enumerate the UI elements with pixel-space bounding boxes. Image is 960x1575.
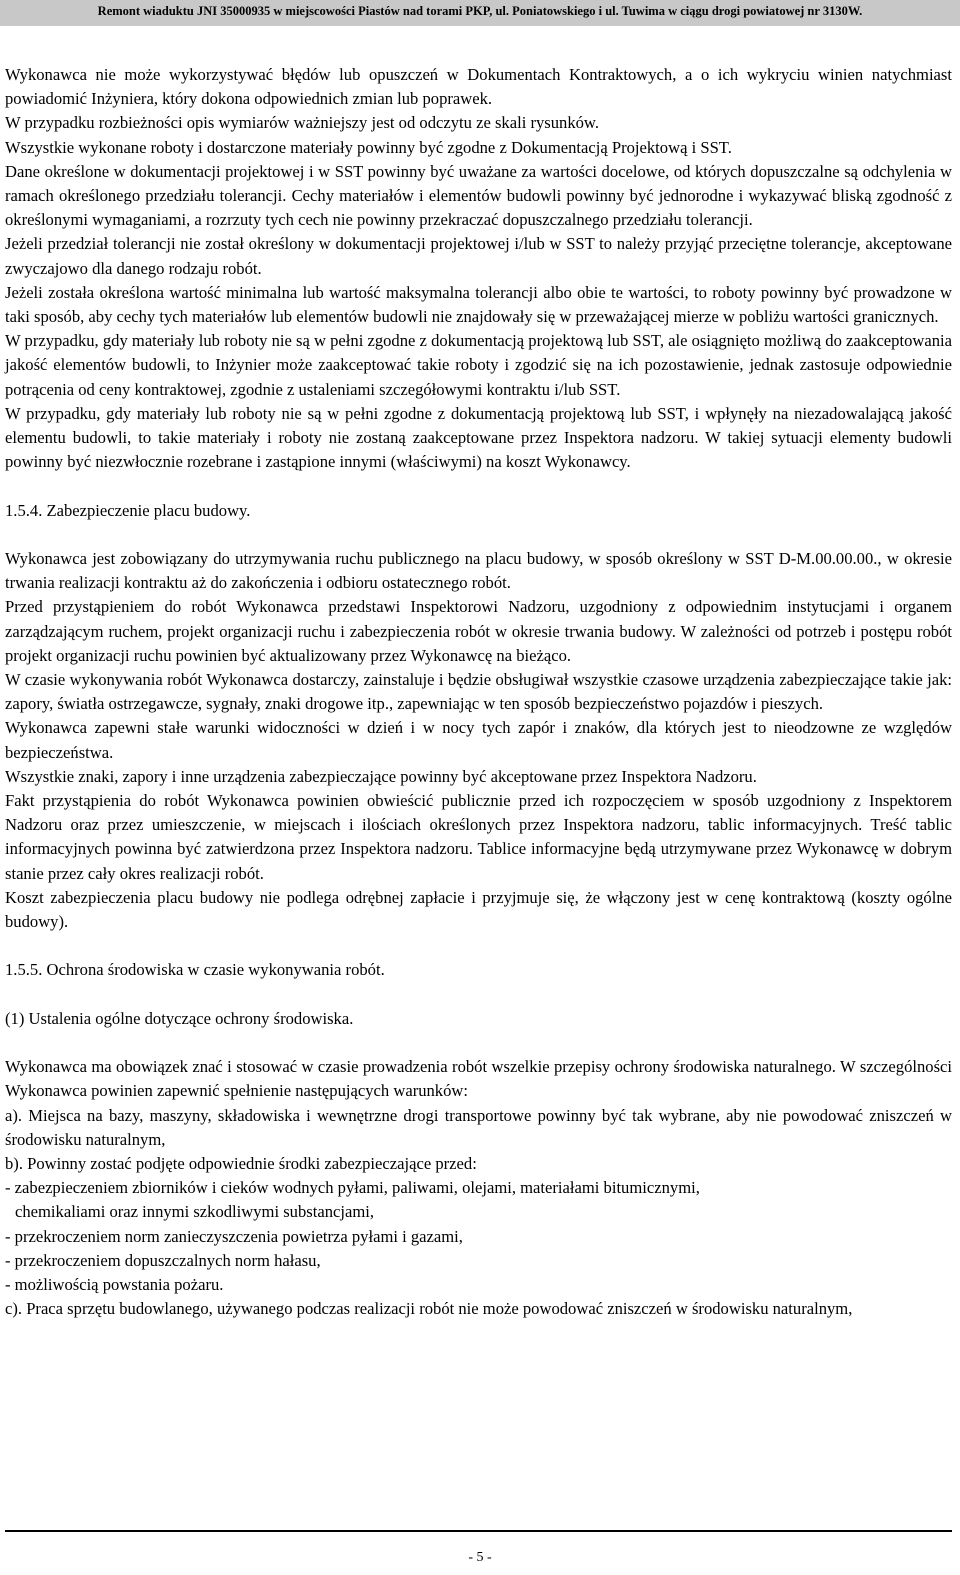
paragraph: Wykonawca jest zobowiązany do utrzymywania ruchu publicznego na placu budowy, w sposób określony w SST D-M.00.00.00., w okresie trwania realizacji kontraktu aż do zakończenia i odbioru ostatecznego robót. — [5, 549, 952, 593]
section-heading-1-5-4: 1.5.4. Zabezpieczenie placu budowy. — [5, 500, 251, 520]
list-item-b: b). Powinny zostać podjęte odpowiednie środki zabezpieczające przed: — [5, 1154, 477, 1174]
subsection-heading: (1) Ustalenia ogólne dotyczące ochrony środowiska. — [5, 1008, 354, 1028]
paragraph: Wykonawca nie może wykorzystywać błędów lub opuszczeń w Dokumentach Kontraktowych, a o ich wykryciu winien natychmiast powiadomić Inżyniera, który dokona odpowiednich zmian lub poprawek. — [5, 65, 952, 109]
paragraph: Jeżeli została określona wartość minimalna lub wartość maksymalna tolerancji albo obie te wartości, to roboty powinny być prowadzone w taki sposób, aby cechy tych materiałów lub elementów budowli nie znajdowały się w przeważającej mierze w pobliżu wartości granicznych. — [5, 282, 952, 327]
list-item: - zabezpieczeniem zbiorników i cieków wodnych pyłami, paliwami, olejami, materiałami bitumicznymi, — [5, 1178, 700, 1198]
paragraph: W czasie wykonywania robót Wykonawca dostarczy, zainstaluje i będzie obsługiwał wszystkie czasowe urządzenia zabezpieczające takie jak: zapory, światła ostrzegawcze, sygnały, znaki drogowe itp., zapewniając w ten sposób bezpieczeństwo pojazdów i pieszych. — [5, 670, 952, 714]
footer-divider — [5, 1530, 952, 1532]
header-title: Remont wiaduktu JNI 35000935 w miejscowości Piastów nad torami PKP, ul. Poniatowskiego i ul. Tuwima w ciągu drogi powiatowej nr 3130W. — [97, 4, 863, 18]
paragraph: Dane określone w dokumentacji projektowej i w SST powinny być uważane za wartości docelowe, od których dopuszczalne są odchylenia w ramach określonego przedziału tolerancji. Cechy materiałów i elementów budowli powinny być jednorodne i wykazywać bliską zgodność z określonymi wymaganiami, a rozrzuty tych cech nie powinny przekraczać dopuszczalnego przedziału tolerancji. — [5, 161, 952, 230]
paragraph: Jeżeli przedział tolerancji nie został określony w dokumentacji projektowej i/lub w SST to należy przyjąć przeciętne tolerancje, akceptowane zwyczajowo dla danego rodzaju robót. — [5, 234, 952, 278]
paragraph: Wszystkie znaki, zapory i inne urządzenia zabezpieczające powinny być akceptowane przez Inspektora Nadzoru. — [5, 766, 757, 786]
list-item: - możliwością powstania pożaru. — [5, 1275, 224, 1295]
list-item-a: a). Miejsca na bazy, maszyny, składowiska i wewnętrzne drogi transportowe powinny być tak wybrane, aby nie powodować zniszczeń w środowisku naturalnym, — [5, 1105, 952, 1149]
paragraph: Przed przystąpieniem do robót Wykonawca przedstawi Inspektorowi Nadzoru, uzgodniony z odpowiednim instytucjami i organem zarządzającym ruchem, projekt organizacji ruchu i zabezpieczenia robót w okresie trwania budowy. W zależności od potrzeb i postępu robót projekt organizacji ruchu powinien być aktualizowany przez Wykonawcę na bieżąco. — [5, 597, 952, 665]
list-item: - przekroczeniem norm zanieczyszczenia powietrza pyłami i gazami, — [5, 1226, 463, 1246]
page-header — [0, 0, 960, 26]
list-item-c: c). Praca sprzętu budowlanego, używanego podczas realizacji robót nie może powodować zniszczeń w środowisku naturalnym, — [5, 1299, 853, 1319]
list-item: - przekroczeniem dopuszczalnych norm hałasu, — [5, 1250, 321, 1270]
document-body — [5, 63, 952, 1321]
paragraph: Koszt zabezpieczenia placu budowy nie podlega odrębnej zapłacie i przyjmuje się, że włączony jest w cenę kontraktową (koszty ogólne budowy). — [5, 887, 952, 932]
section-heading-1-5-5: 1.5.5. Ochrona środowiska w czasie wykonywania robót. — [5, 960, 385, 980]
list-item: chemikaliami oraz innymi szkodliwymi substancjami, — [15, 1202, 374, 1222]
paragraph: Wszystkie wykonane roboty i dostarczone materiały powinny być zgodne z Dokumentacją Projektową i SST. — [5, 137, 732, 157]
page-number: - 5 - — [468, 1550, 492, 1565]
paragraph: Wykonawca ma obowiązek znać i stosować w czasie prowadzenia robót wszelkie przepisy ochrony środowiska naturalnego. W szczególności Wykonawca powinien zapewnić spełnienie następujących warunków: — [5, 1057, 952, 1101]
paragraph: W przypadku rozbieżności opis wymiarów ważniejszy jest od odczytu ze skali rysunków. — [5, 113, 599, 133]
paragraph: Wykonawca zapewni stałe warunki widoczności w dzień i w nocy tych zapór i znaków, dla których jest to nieodzowne ze względów bezpieczeństwa. — [5, 718, 952, 762]
paragraph: Fakt przystąpienia do robót Wykonawca powinien obwieścić publicznie przed ich rozpoczęciem w sposób uzgodniony z Inspektorem Nadzoru oraz przez umieszczenie, w miejscach i ilościach określonych przez Inspektora nadzoru, tablic informacyjnych. Treść tablic informacyjnych powinna być zatwierdzona przez Inspektora nadzoru. Tablice informacyjne będą utrzymywane przez Wykonawcę w dobrym stanie przez cały okres realizacji robót. — [5, 791, 952, 883]
paragraph: W przypadku, gdy materiały lub roboty nie są w pełni zgodne z dokumentacją projektową lub SST, i wpłynęły na niezadowalającą jakość elementu budowli, to takie materiały i roboty nie zostaną zaakceptowane przez Inspektora nadzoru. W takiej sytuacji elementy budowli powinny być niezwłocznie rozebrane i zastąpione innymi (właściwymi) na koszt Wykonawcy. — [5, 403, 952, 472]
paragraph: W przypadku, gdy materiały lub roboty nie są w pełni zgodne z dokumentacją projektową lub SST, ale osiągnięto możliwą do zaakceptowania jakość elementów budowli, to Inżynier może zaakceptować takie roboty i zgodzić się na ich pozostawienie, jednak zastosuje odpowiednie potrącenia od ceny kontraktowej, zgodnie z ustaleniami szczegółowymi kontraktu i/lub SST. — [5, 331, 952, 399]
